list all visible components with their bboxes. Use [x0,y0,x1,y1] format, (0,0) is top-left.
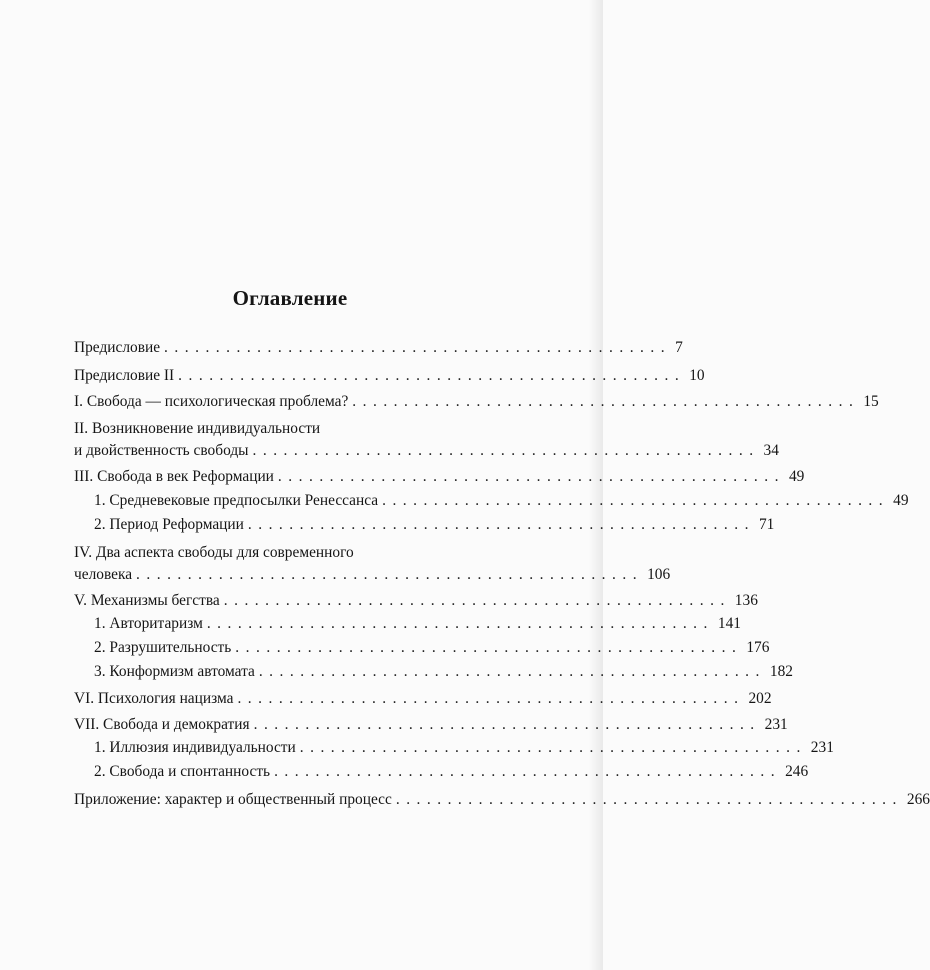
toc-entry-page: 49 [788,468,805,485]
leader-dots: ................................................. [237,690,745,707]
toc-entry-label: 2. Свобода и спонтанность [94,763,271,780]
leader-dots: ................................................. [235,639,743,656]
toc-entry-label: III. Свобода в век Реформации [74,468,274,485]
leader-dots: ................................................. [277,468,785,485]
table-of-contents [74,0,930,970]
toc-entry-page: 141 [717,615,741,632]
toc-entry-chapter-5-1[interactable] [94,613,741,635]
toc-entry-label: и двойственность свободы [74,442,249,459]
toc-entry-page: 34 [763,442,779,459]
leader-dots: ................................................. [252,442,760,459]
toc-entry-page: 106 [647,566,671,583]
toc-entry-chapter-5-2[interactable] [94,637,770,659]
toc-entry-page: 49 [893,492,909,509]
toc-entry-page: 10 [689,367,705,384]
toc-entry-chapter-7[interactable] [74,714,788,736]
toc-entry-label: Предисловие [74,339,161,356]
leader-dots: ................................................. [178,367,686,384]
toc-entry-chapter-6[interactable] [74,688,772,710]
toc-entry-chapter-4[interactable] [74,542,671,586]
toc-entry-chapter-7-2[interactable] [94,761,809,783]
toc-entry-preface-2[interactable] [74,365,705,387]
leader-dots: ................................................. [223,592,731,609]
leader-dots: ................................................. [299,739,807,756]
leader-dots: ................................................. [206,615,714,632]
toc-entry-chapter-7-1[interactable] [94,737,834,759]
toc-entry-preface[interactable] [74,337,683,359]
toc-entry-label: VII. Свобода и демократия [74,716,250,733]
toc-entry-page: 202 [748,690,772,707]
toc-entry-page: 246 [785,763,809,780]
toc-entry-label: 3. Конформизм автомата [94,663,255,680]
leader-dots: ................................................. [352,393,860,410]
toc-entry-appendix[interactable] [74,789,930,811]
leader-dots: ................................................. [274,763,782,780]
leader-dots: ................................................. [247,516,755,533]
toc-entry-label: человека [74,566,133,583]
toc-entry-chapter-3-2[interactable] [94,514,775,536]
toc-entry-label-line1: II. Возникновение индивидуальности [74,420,321,437]
toc-entry-page: 182 [769,663,793,680]
leader-dots: ................................................. [395,791,903,808]
toc-entry-chapter-5[interactable] [74,590,758,612]
toc-entry-label: Приложение: характер и общественный процесс [74,791,392,808]
toc-entry-label: V. Механизмы бегства [74,592,220,609]
toc-entry-page: 231 [764,716,788,733]
toc-entry-chapter-1[interactable] [74,391,879,413]
toc-entry-label: 1. Иллюзия индивидуальности [94,739,296,756]
leader-dots: ................................................. [136,566,644,583]
toc-entry-chapter-2[interactable] [74,418,779,462]
toc-entry-label-line1: IV. Два аспекта свободы для современного [74,544,354,561]
toc-entry-page: 7 [675,339,683,356]
toc-entry-page: 15 [863,393,879,410]
leader-dots: ................................................. [164,339,672,356]
toc-entry-page: 71 [758,516,775,533]
toc-entry-page: 266 [906,791,930,808]
toc-entry-label: 2. Период Реформации [94,516,244,533]
toc-entry-label: 1. Авторитаризм [94,615,203,632]
leader-dots: ................................................. [253,716,761,733]
toc-entry-chapter-3[interactable] [74,466,805,488]
toc-entry-label: 1. Средневековые предпосылки Ренессанса [94,492,379,509]
toc-entry-chapter-3-1[interactable] [94,490,909,512]
toc-entry-label: Предисловие II [74,367,175,384]
toc-title: Оглавление [232,286,348,310]
leader-dots: ................................................. [382,492,890,509]
toc-entry-page: 176 [746,639,770,656]
leader-dots: ................................................. [258,663,766,680]
toc-entry-label: VI. Психология нацизма [74,690,234,707]
toc-entry-label: 2. Разрушительность [94,639,232,656]
toc-entry-page: 136 [734,592,758,609]
toc-entry-page: 231 [810,739,834,756]
toc-entry-chapter-5-3[interactable] [94,661,793,683]
toc-entry-label: I. Свобода — психологическая проблема? [74,393,349,410]
